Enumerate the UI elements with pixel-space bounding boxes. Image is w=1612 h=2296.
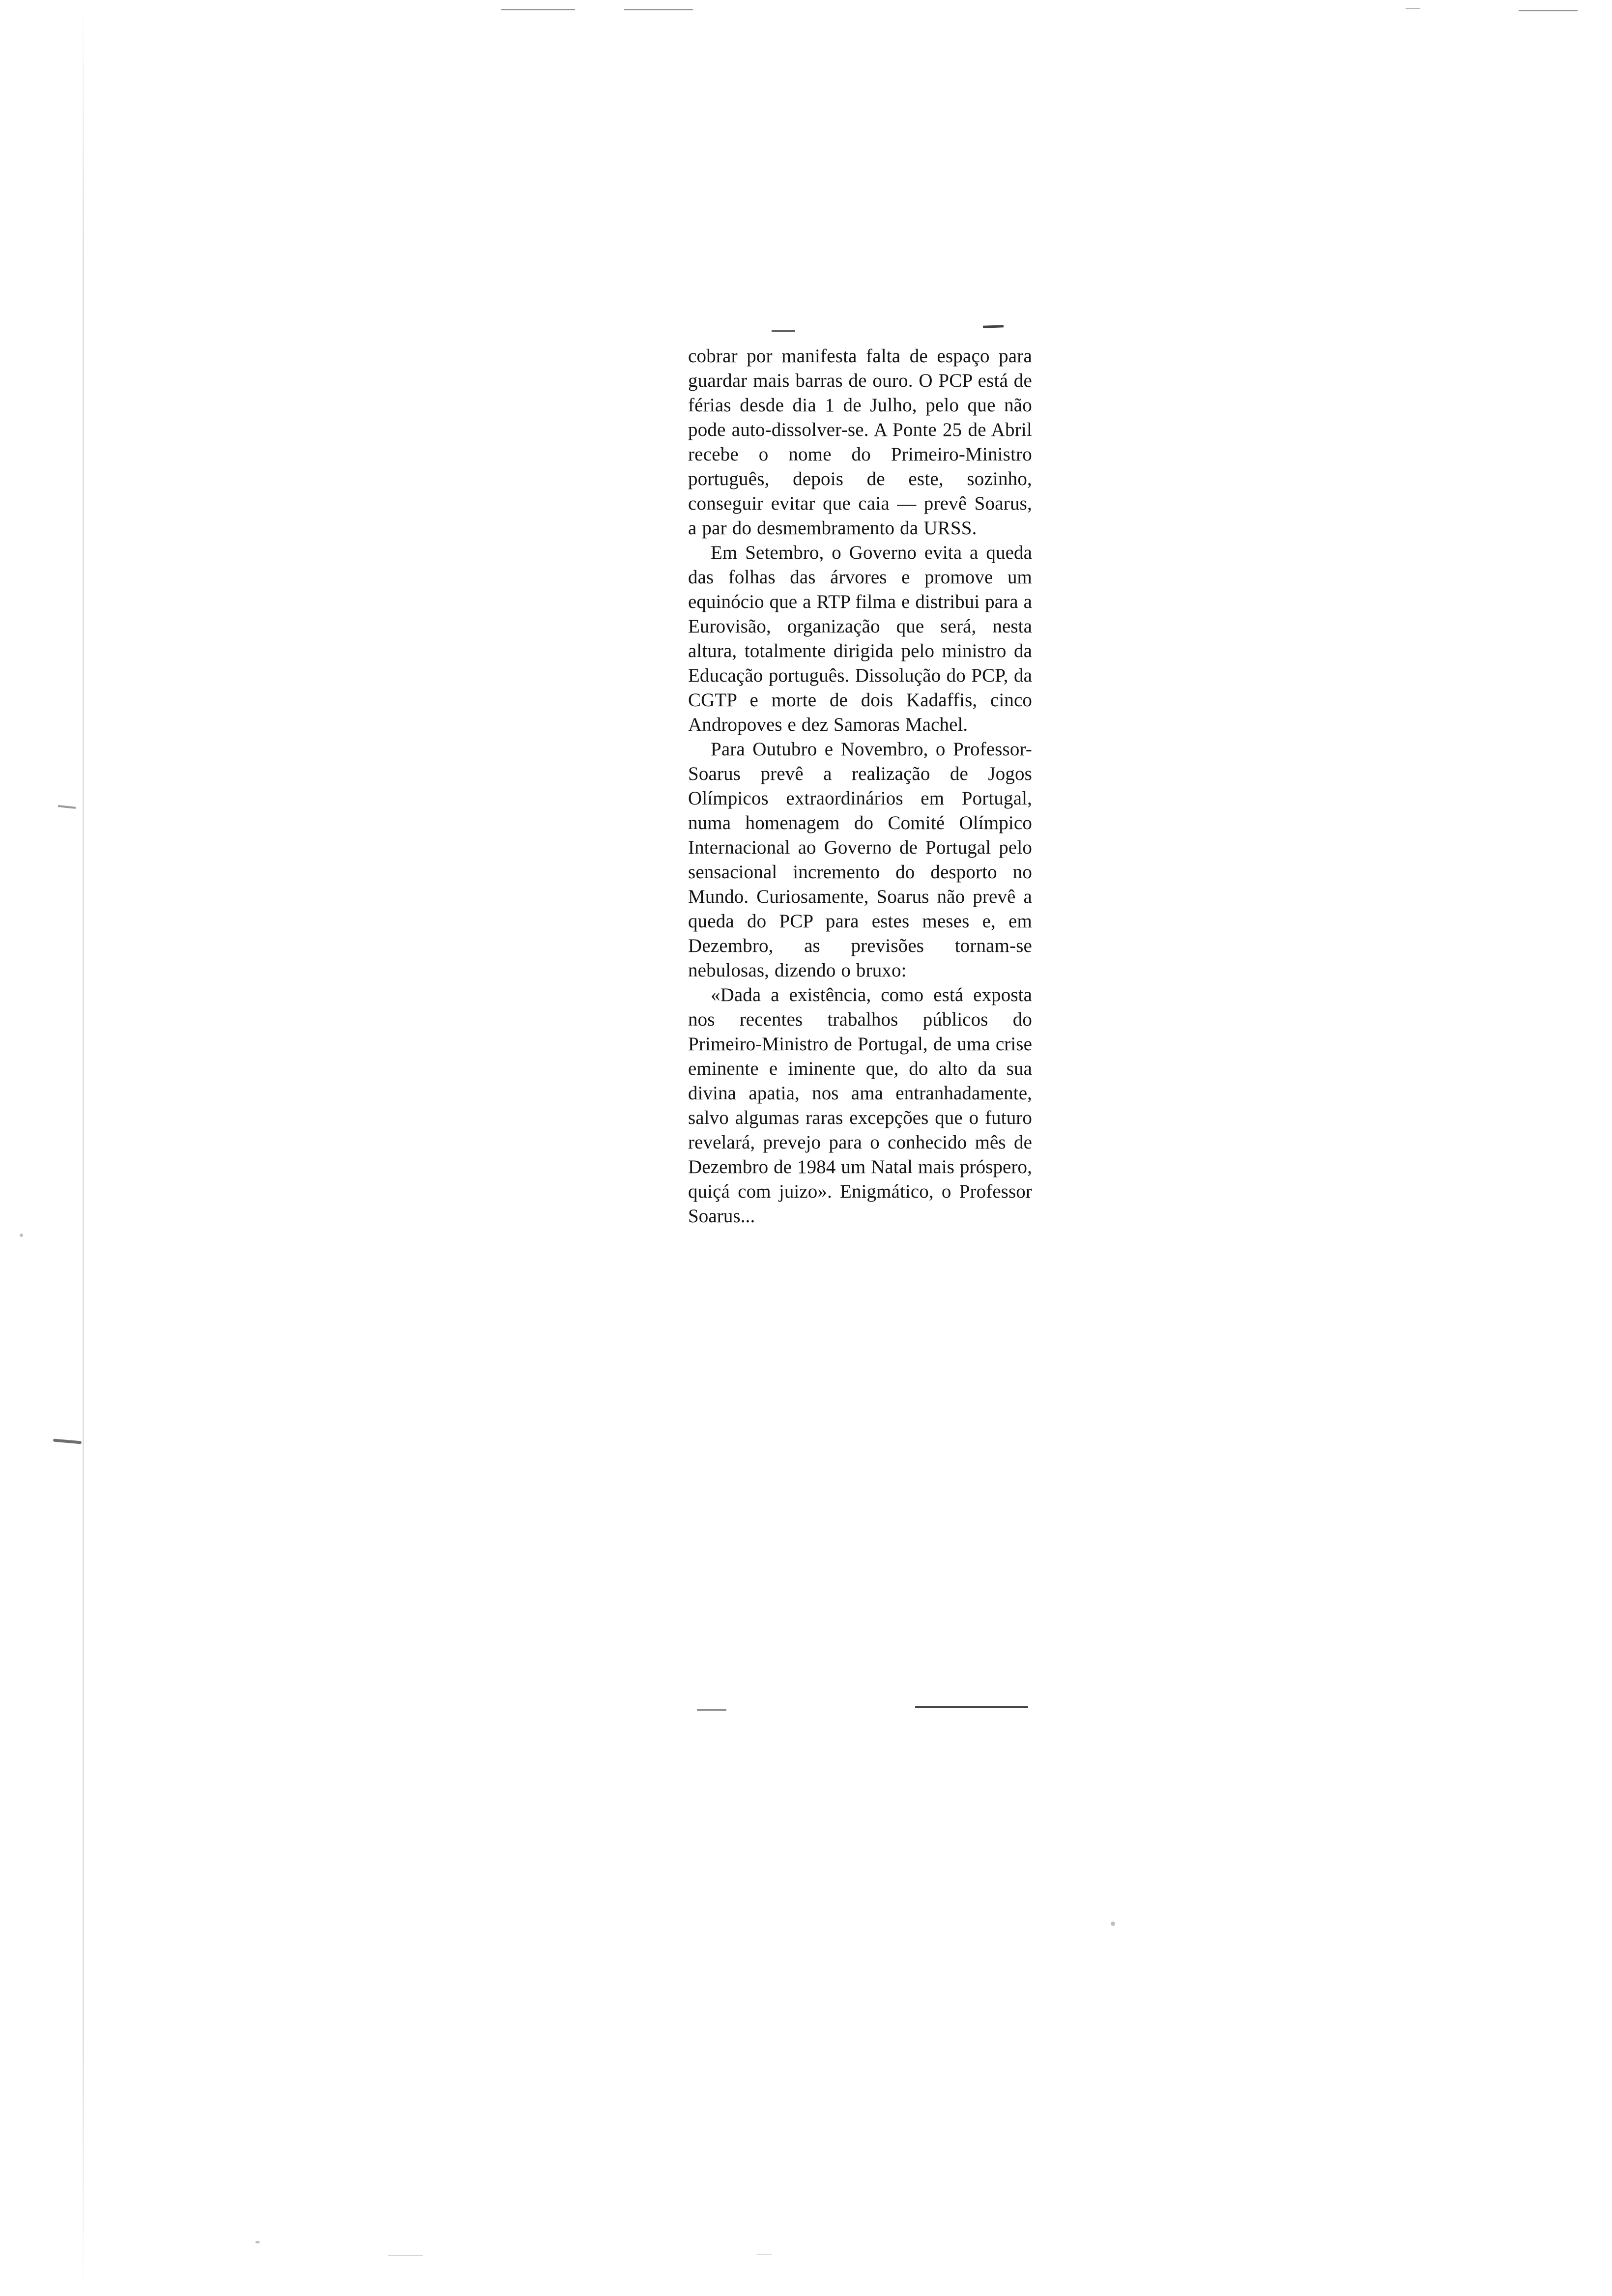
margin-scan-mark bbox=[58, 805, 76, 809]
article-column bbox=[688, 344, 1032, 1229]
scan-speck bbox=[1111, 1922, 1115, 1926]
article-paragraph: cobrar por manifesta falta de espaço para guardar mais barras de ouro. O PCP está de férias desde dia 1 de Julho, pelo que não pode auto-dissolver-se. A Ponte 25 de Abril recebe o nome do Primeiro-Ministro português, depois de este, sozinho, conseguir evitar que caia — prevê Soarus, a par do desmembramento da URSS. bbox=[688, 345, 1032, 539]
scan-rule-fragment bbox=[1406, 8, 1420, 9]
article-paragraph: Para Outubro e Novembro, o Professor-Soarus prevê a realização de Jogos Olímpicos extraordinários em Portugal, numa homenagem do Comité Olímpico Internacional ao Governo de Portugal pelo sensacional incremento do desporto no Mundo. Curiosamente, Soarus não prevê a queda do PCP para estes meses e, em Dezembro, as previsões tornam-se nebulosas, dizendo o bruxo: bbox=[688, 739, 1032, 981]
column-bottom-dash bbox=[697, 1709, 726, 1711]
scan-rule-fragment bbox=[1519, 10, 1578, 11]
article-paragraph: Em Setembro, o Governo evita a queda das folhas das árvores e promove um equinócio que a RTP filma e distribui para a Eurovisão, organização que será, nesta altura, totalmente dirigida pelo ministro da Educação português. Dissolução do PCP, da CGTP e morte de dois Kadaffis, cinco Andropoves e dez Samoras Machel. bbox=[688, 542, 1032, 735]
scan-speck bbox=[757, 2254, 772, 2255]
scan-speck bbox=[256, 2241, 259, 2243]
column-top-dash bbox=[983, 325, 1004, 328]
margin-scan-mark bbox=[53, 1438, 82, 1444]
scan-rule-fragment bbox=[624, 9, 693, 10]
column-top-dash bbox=[772, 330, 795, 332]
page-edge-line bbox=[83, 0, 84, 2296]
article-paragraph: «Dada a existência, como está exposta nos recentes trabalhos públicos do Primeiro-Ministro de Portugal, de uma crise eminente e iminente que, do alto da sua divina apatia, nos ama entranhadamente, salvo algumas raras excepções que o futuro revelará, prevejo para o conhecido mês de Dezembro de 1984 um Natal mais próspero, quiçá com juizo». Enigmático, o Professor Soarus... bbox=[688, 984, 1032, 1227]
scan-rule-fragment bbox=[501, 9, 575, 10]
scan-speck bbox=[20, 1234, 23, 1237]
column-bottom-rule bbox=[915, 1706, 1028, 1708]
scan-speck bbox=[388, 2255, 423, 2256]
